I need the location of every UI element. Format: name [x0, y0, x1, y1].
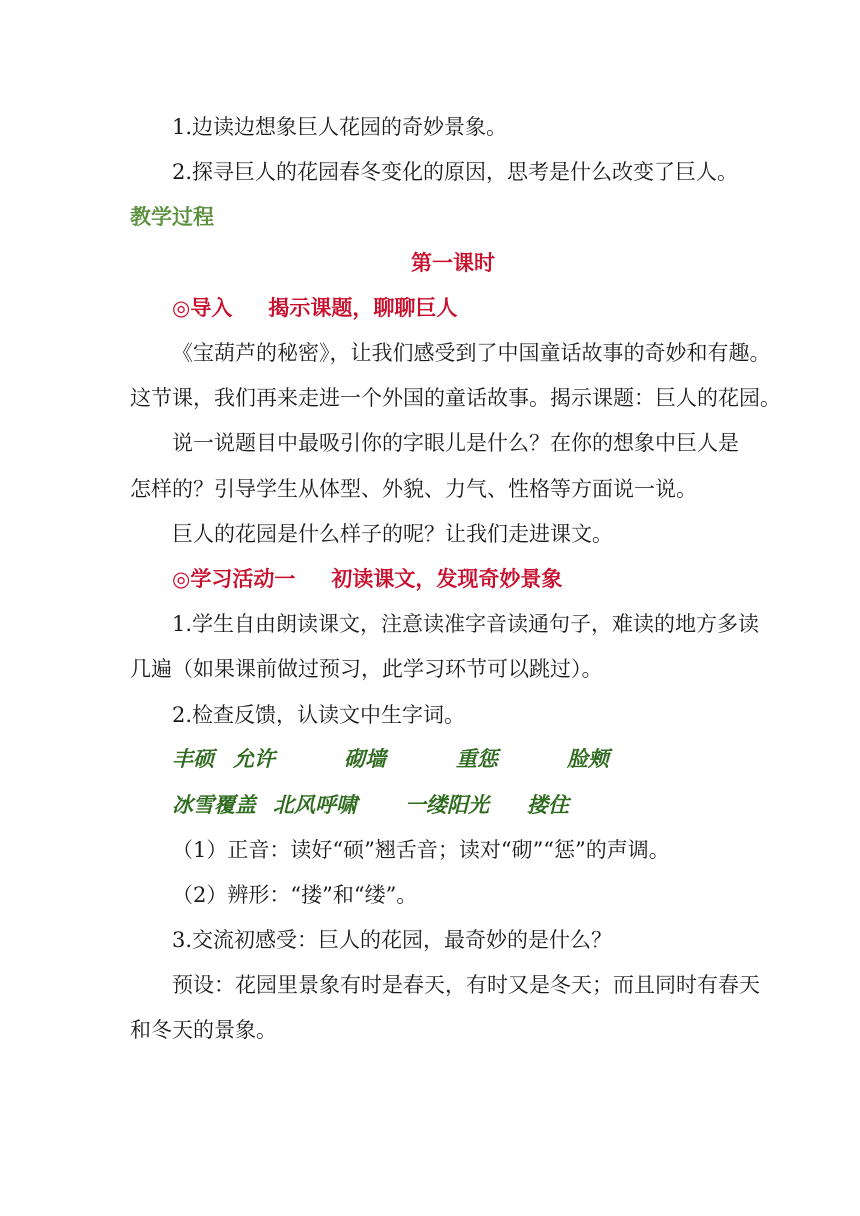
- activity1-note-1: （1）正音：读好“硕”翘舌音；读对“砌”“惩”的声调。: [172, 838, 670, 862]
- goal-2: 2.探寻巨人的花园春冬变化的原因，思考是什么改变了巨人。: [172, 160, 739, 184]
- activity1-step-2: 2.检查反馈，认读文中生字词。: [172, 703, 466, 727]
- activity1-step-1-line-1: 1.学生自由朗读课文，注意读准字音读通句子，难读的地方多读: [172, 612, 760, 636]
- intro-heading: [172, 293, 457, 323]
- word-1-3: 砌墙: [344, 746, 386, 771]
- goal-1: 1.边读边想象巨人花园的奇妙景象。: [172, 115, 508, 139]
- word-2-3: 一缕阳光: [405, 792, 489, 817]
- word-1-4: 重惩: [456, 746, 498, 771]
- word-1-1: 丰硕: [172, 746, 214, 771]
- section-heading: 教学过程: [130, 204, 214, 229]
- activity1-preset-line-2: 和冬天的景象。: [130, 1018, 277, 1042]
- activity1-step-3: 3.交流初感受：巨人的花园，最奇妙的是什么？: [172, 928, 613, 952]
- intro-title: 揭示课题，聊聊巨人: [268, 295, 458, 320]
- activity1-heading: [172, 564, 562, 594]
- activity1-note-2: （2）辨形：“搂”和“缕”。: [172, 883, 418, 907]
- intro-paragraph-2-line-2: 怎样的？引导学生从体型、外貌、力气、性格等方面说一说。: [130, 477, 697, 501]
- intro-paragraph-1-line-1: 《宝葫芦的秘密》，让我们感受到了中国童话故事的奇妙和有趣。: [172, 341, 771, 365]
- word-1-5: 脸颊: [567, 746, 609, 771]
- word-1-2: 允许: [233, 746, 275, 771]
- word-2-4: 搂住: [527, 792, 569, 817]
- word-2-1: 冰雪覆盖: [172, 792, 256, 817]
- activity1-preset-line-1: 预设：花园里景象有时是春天，有时又是冬天；而且同时有春天: [172, 973, 760, 997]
- intro-paragraph-2-line-1: 说一说题目中最吸引你的字眼儿是什么？在你的想象中巨人是: [172, 431, 739, 455]
- intro-paragraph-3: 巨人的花园是什么样子的呢？让我们走进课文。: [172, 522, 613, 546]
- activity1-title: 初读课文，发现奇妙景象: [331, 566, 563, 591]
- activity1-label: ◎学习活动一: [172, 566, 296, 591]
- intro-label: ◎导入: [172, 295, 233, 320]
- lesson-title: 第一课时: [411, 250, 495, 275]
- intro-paragraph-1-line-2: 这节课，我们再来走进一个外国的童话故事。揭示课题：巨人的花园。: [130, 386, 781, 410]
- word-2-2: 北风呼啸: [273, 792, 357, 817]
- activity1-step-1-line-2: 几遍（如果课前做过预习，此学习环节可以跳过）。: [130, 657, 603, 681]
